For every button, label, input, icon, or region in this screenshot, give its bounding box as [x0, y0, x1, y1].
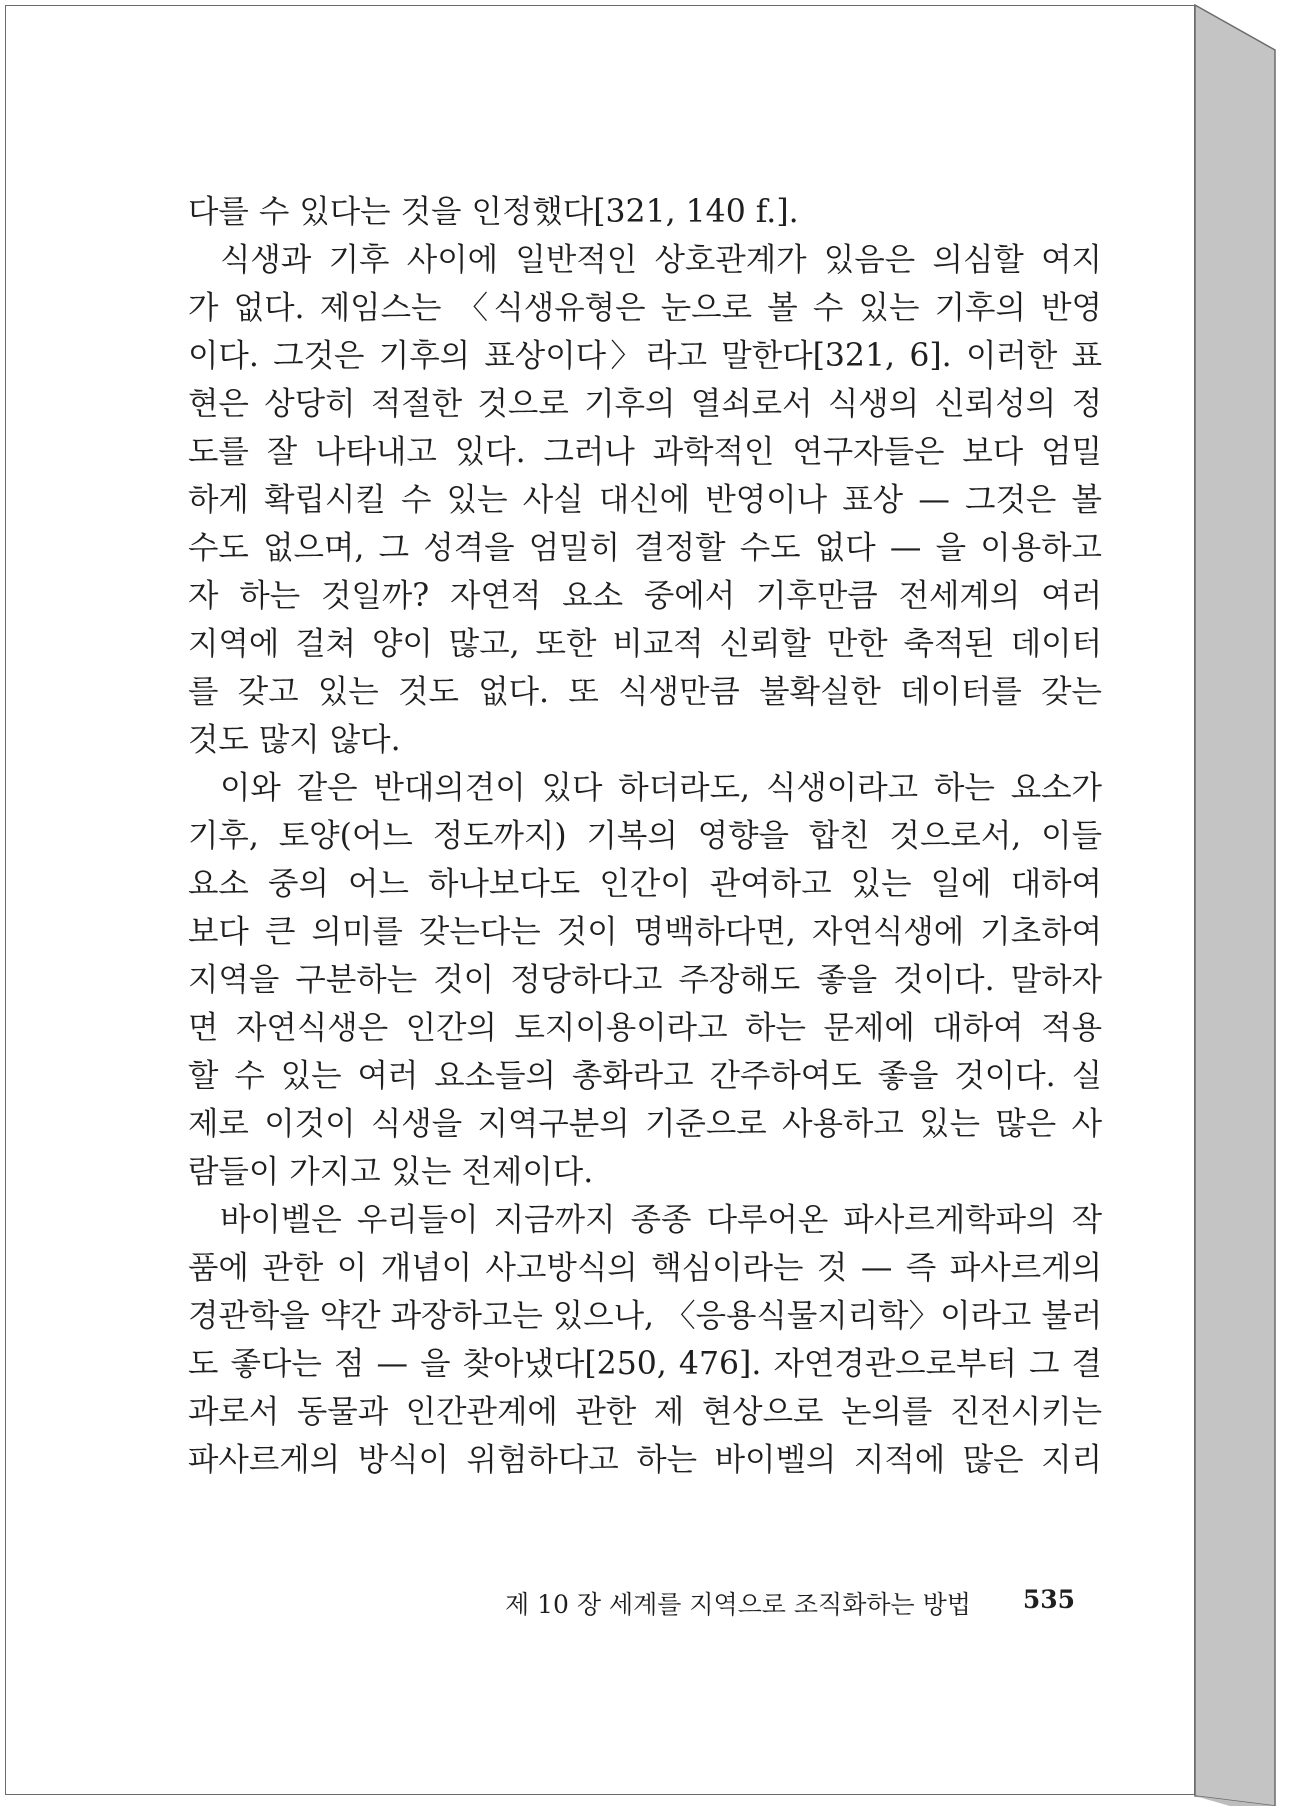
- text-line: 경관학을 약간 과장하고는 있으나, 〈응용식물지리학〉이라고 불러: [188, 1298, 1103, 1334]
- text-line: 파사르게의 방식이 위험하다고 하는 바이벨의 지적에 많은 지리: [188, 1442, 1102, 1478]
- page-number: 535: [1022, 1585, 1075, 1614]
- text-line: 다를 수 있다는 것을 인정했다[321, 140 f.].: [188, 194, 799, 230]
- text-line: 람들이 가지고 있는 전제이다.: [188, 1154, 594, 1190]
- text-line: 기후, 토양(어느 정도까지) 기복의 영향을 합친 것으로서, 이들: [188, 818, 1102, 854]
- text-line: 지역을 구분하는 것이 정당하다고 주장해도 좋을 것이다. 말하자: [188, 962, 1102, 998]
- text-line: 도를 잘 나타내고 있다. 그러나 과학적인 연구자들은 보다 엄밀: [188, 434, 1102, 470]
- text-line: 요소 중의 어느 하나보다도 인간이 관여하고 있는 일에 대하여: [188, 866, 1102, 902]
- text-line: 할 수 있는 여러 요소들의 총화라고 간주하여도 좋을 것이다. 실: [188, 1058, 1102, 1094]
- text-line: 수도 없으며, 그 성격을 엄밀히 결정할 수도 없다 — 을 이용하고: [188, 530, 1102, 566]
- text-line: 하게 확립시킬 수 있는 사실 대신에 반영이나 표상 — 그것은 볼: [188, 482, 1102, 518]
- text-line: 바이벨은 우리들이 지금까지 종종 다루어온 파사르게학파의 작: [220, 1202, 1102, 1238]
- text-line: 제로 이것이 식생을 지역구분의 기준으로 사용하고 있는 많은 사: [188, 1106, 1102, 1142]
- text-line: 품에 관한 이 개념이 사고방식의 핵심이라는 것 — 즉 파사르게의: [188, 1250, 1102, 1286]
- text-line: 이다. 그것은 기후의 표상이다〉라고 말한다[321, 6]. 이러한 표: [188, 338, 1102, 374]
- running-footer: [505, 1585, 1075, 1621]
- text-line: 이와 같은 반대의견이 있다 하더라도, 식생이라고 하는 요소가: [220, 770, 1102, 806]
- text-line: 보다 큰 의미를 갖는다는 것이 명백하다면, 자연식생에 기초하여: [188, 914, 1102, 950]
- text-line: 자 하는 것일까? 자연적 요소 중에서 기후만큼 전세계의 여러: [188, 578, 1102, 614]
- text-line: 를 갖고 있는 것도 없다. 또 식생만큼 불확실한 데이터를 갖는: [188, 674, 1102, 710]
- text-line: 가 없다. 제임스는 〈식생유형은 눈으로 볼 수 있는 기후의 반영: [188, 290, 1102, 326]
- text-line: 것도 많지 않다.: [188, 722, 401, 758]
- text-line: 현은 상당히 적절한 것으로 기후의 열쇠로서 식생의 신뢰성의 정: [188, 386, 1102, 422]
- text-line: 도 좋다는 점 — 을 찾아냈다[250, 476]. 자연경관으로부터 그 결: [188, 1346, 1102, 1382]
- chapter-title: 제 10 장 세계를 지역으로 조직화하는 방법: [505, 1590, 971, 1619]
- text-line: 과로서 동물과 인간관계에 관한 제 현상으로 논의를 진전시키는: [188, 1394, 1102, 1430]
- text-line: 지역에 걸쳐 양이 많고, 또한 비교적 신뢰할 만한 축적된 데이터: [188, 626, 1102, 662]
- text-line: 면 자연식생은 인간의 토지이용이라고 하는 문제에 대하여 적용: [188, 1010, 1102, 1046]
- text-line: 식생과 기후 사이에 일반적인 상호관계가 있음은 의심할 여지: [220, 242, 1102, 278]
